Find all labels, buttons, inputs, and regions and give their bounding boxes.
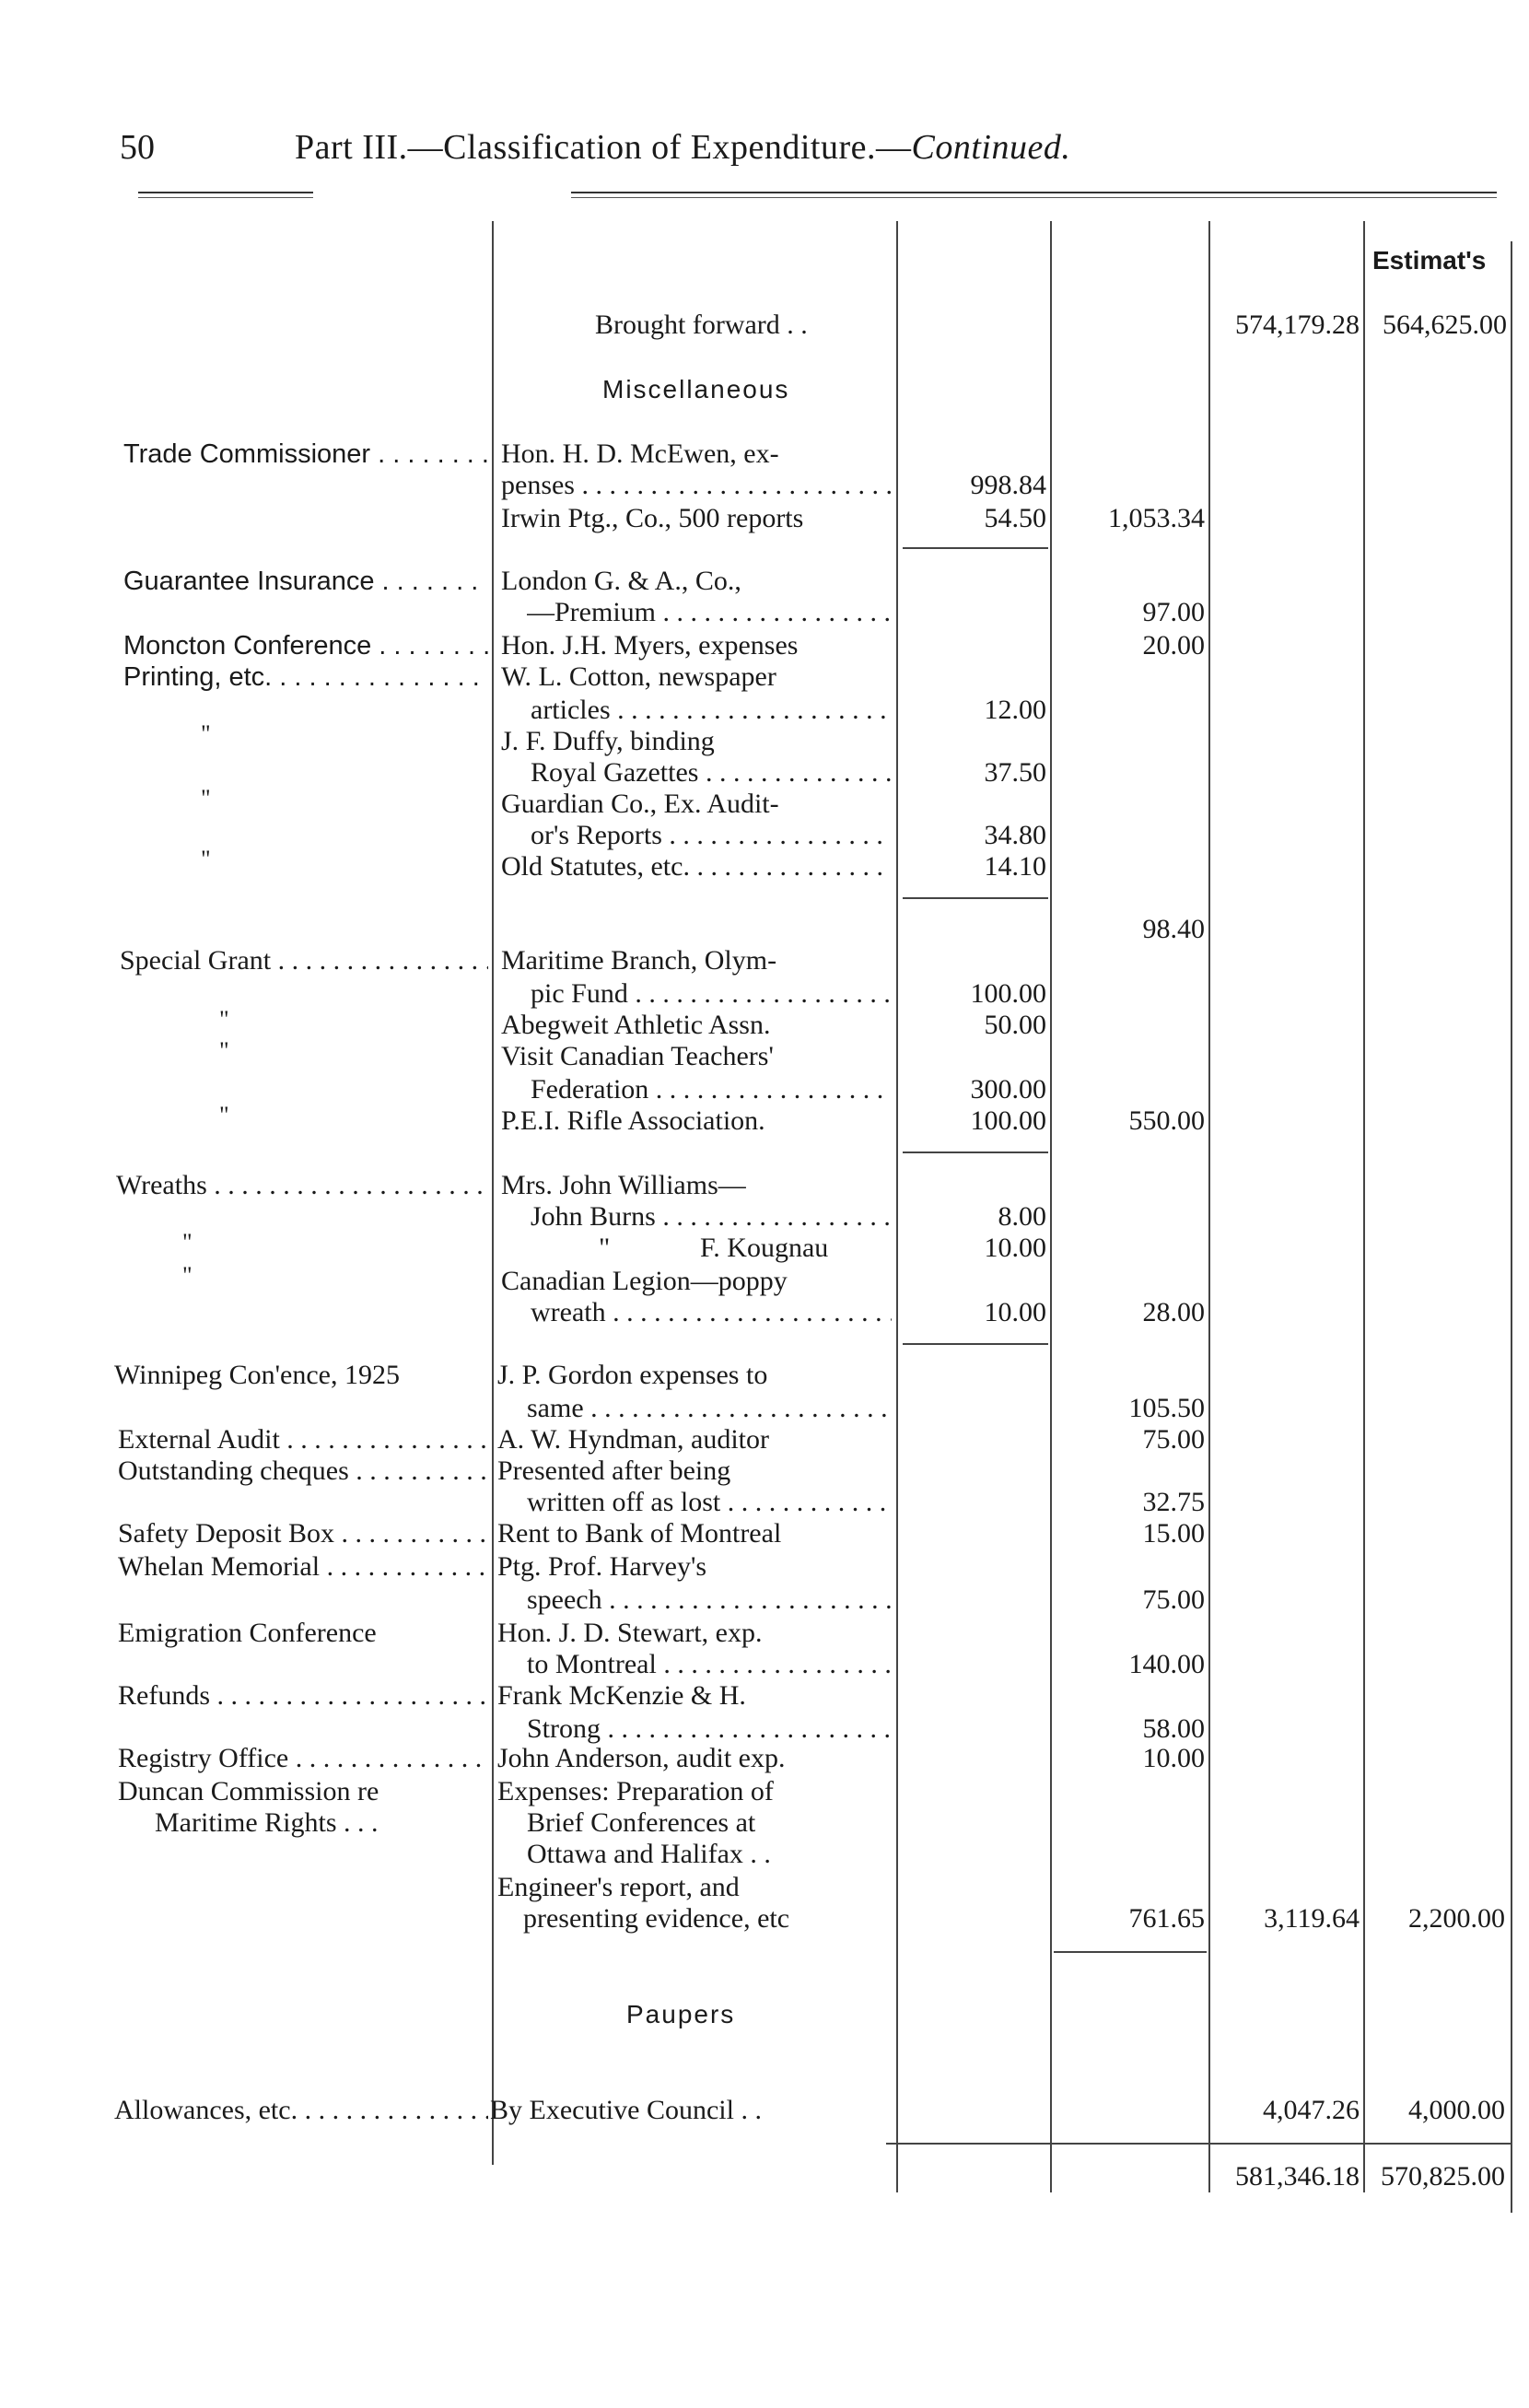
item-description: Hon. H. D. McEwen, ex-	[501, 438, 779, 469]
item-amount: 54.50	[984, 503, 1046, 533]
ditto-mark: "	[599, 1233, 611, 1263]
subtotal-amount: 105.50	[1128, 1393, 1205, 1423]
item-description: Rent to Bank of Montreal	[497, 1518, 782, 1549]
category-winnipeg-conference: Winnipeg Con'ence, 1925	[114, 1360, 400, 1390]
item-description: By Executive Council . .	[490, 2095, 762, 2125]
subtotal-amount: 98.40	[1142, 914, 1205, 944]
paupers-total: 4,047.26	[1263, 2095, 1360, 2125]
category-outstanding-cheques: Outstanding cheques . . .	[118, 1455, 488, 1487]
item-description: pic Fund . . .	[531, 978, 892, 1010]
subtotal-amount: 10.00	[1142, 1743, 1205, 1773]
item-description: to Montreal . . .	[527, 1649, 892, 1680]
column-divider-items	[1050, 221, 1052, 2192]
miscellaneous-total: 3,119.64	[1264, 1903, 1360, 1934]
sum-rule	[903, 1151, 1048, 1153]
item-description: F. Kougnau	[700, 1233, 829, 1263]
item-description: Presented after being	[497, 1455, 731, 1486]
category-external-audit: External Audit . . .	[118, 1424, 488, 1455]
page-title: Part III.—Classification of Expenditure.—Continued.	[295, 128, 1071, 167]
category-moncton-conference: Moncton Conference . . .	[123, 630, 488, 661]
item-amount: 34.80	[984, 820, 1046, 850]
item-description: Ptg. Prof. Harvey's	[497, 1551, 707, 1582]
item-description: W. L. Cotton, newspaper	[501, 661, 776, 692]
category-safety-deposit-box: Safety Deposit Box . . .	[118, 1518, 488, 1549]
column-divider-category	[492, 221, 494, 2165]
item-description: Royal Gazettes . . .	[531, 757, 892, 789]
sum-rule	[1054, 1951, 1207, 1953]
item-amount: 50.00	[984, 1010, 1046, 1040]
subtotal-amount: 20.00	[1142, 630, 1205, 660]
sum-rule	[903, 1343, 1048, 1345]
item-description: Federation . . .	[531, 1074, 892, 1105]
item-amount: 14.10	[984, 851, 1046, 882]
item-description: presenting evidence, etc	[523, 1903, 790, 1934]
item-description: speech . . .	[527, 1584, 892, 1616]
item-amount: 10.00	[984, 1233, 1046, 1263]
header-rule-left	[138, 192, 313, 193]
sum-rule	[903, 547, 1048, 549]
ditto-mark: "	[182, 1229, 193, 1256]
item-description: John Anderson, audit exp.	[497, 1743, 786, 1773]
category-emigration-conference: Emigration Conference	[118, 1618, 377, 1648]
category-wreaths: Wreaths . . .	[116, 1170, 488, 1201]
category-allowances: Allowances, etc. . . .	[114, 2095, 488, 2126]
item-description: Hon. J. D. Stewart, exp.	[497, 1618, 763, 1648]
subtotal-amount: 550.00	[1128, 1105, 1205, 1136]
item-description: J. F. Duffy, binding	[501, 726, 715, 756]
brought-forward-label: Brought forward . .	[595, 310, 808, 340]
item-description: or's Reports . . .	[531, 820, 892, 851]
category-duncan-commission: Duncan Commission re	[118, 1776, 379, 1806]
category-trade-commissioner: Trade Commissioner . . .	[123, 438, 488, 470]
item-amount: 37.50	[984, 757, 1046, 788]
category-registry-office: Registry Office . . .	[118, 1743, 488, 1774]
item-description: Irwin Ptg., Co., 500 reports	[501, 503, 804, 533]
subtotal-amount: 97.00	[1142, 597, 1205, 627]
item-description: Guardian Co., Ex. Audit-	[501, 789, 779, 819]
item-description: J. P. Gordon expenses to	[497, 1360, 768, 1390]
item-description: Visit Canadian Teachers'	[501, 1041, 774, 1071]
item-description: Strong . . .	[527, 1713, 892, 1745]
page-number: 50	[120, 128, 155, 167]
item-description: Canadian Legion—poppy	[501, 1266, 788, 1296]
item-amount: 12.00	[984, 695, 1046, 725]
item-amount: 300.00	[970, 1074, 1046, 1105]
header-rule-right	[571, 192, 1497, 193]
item-description: Maritime Branch, Olym-	[501, 945, 777, 976]
item-description: A. W. Hyndman, auditor	[497, 1424, 769, 1455]
grand-total-estimate: 570,825.00	[1381, 2161, 1505, 2192]
item-description: Hon. J.H. Myers, expenses	[501, 630, 799, 660]
item-description: Expenses: Preparation of	[497, 1776, 774, 1806]
ditto-mark: "	[201, 785, 211, 812]
item-description: articles . . .	[531, 695, 892, 726]
ditto-mark: "	[201, 846, 211, 872]
page-header	[120, 127, 1071, 168]
item-description: penses . . .	[501, 470, 892, 501]
column-divider-estimates	[1511, 241, 1512, 2213]
item-description: wreath . . .	[531, 1297, 892, 1328]
ditto-mark: "	[201, 720, 211, 747]
item-description: Engineer's report, and	[497, 1872, 740, 1902]
brought-forward-total: 574,179.28	[1235, 310, 1360, 340]
item-description: Frank McKenzie & H.	[497, 1680, 746, 1711]
item-amount: 10.00	[984, 1297, 1046, 1327]
item-description: Abegweit Athletic Assn.	[501, 1010, 771, 1040]
item-amount: 8.00	[998, 1201, 1046, 1232]
item-description: same . . .	[527, 1393, 892, 1424]
ditto-mark: "	[219, 1037, 229, 1064]
subtotal-amount: 75.00	[1142, 1584, 1205, 1615]
category-whelan-memorial: Whelan Memorial . . .	[118, 1551, 488, 1583]
category-special-grant: Special Grant . . .	[120, 945, 488, 976]
estimates-column-header: Estimat's	[1372, 246, 1487, 275]
item-amount: 100.00	[970, 978, 1046, 1009]
item-description: —Premium . . .	[527, 597, 892, 628]
item-description: P.E.I. Rifle Association.	[501, 1105, 765, 1136]
ditto-mark: "	[219, 1102, 229, 1128]
subtotal-amount: 32.75	[1142, 1487, 1205, 1517]
subtotal-amount: 140.00	[1128, 1649, 1205, 1679]
column-divider-totals	[1363, 221, 1365, 2192]
item-description: Ottawa and Halifax . .	[527, 1839, 771, 1869]
header-rule-left-2	[138, 197, 313, 198]
sum-rule	[903, 897, 1048, 899]
category-refunds: Refunds . . .	[118, 1680, 488, 1712]
subtotal-amount: 15.00	[1142, 1518, 1205, 1549]
item-description: Brief Conferences at	[527, 1807, 756, 1838]
subtotal-amount: 28.00	[1142, 1297, 1205, 1327]
grand-total-rule	[886, 2143, 1512, 2145]
subtotal-amount: 761.65	[1128, 1903, 1205, 1934]
section-heading-paupers: Paupers	[626, 2000, 736, 2028]
ditto-mark: "	[182, 1262, 193, 1289]
page-title-continued: Continued.	[911, 128, 1071, 167]
item-description: John Burns . . .	[531, 1201, 892, 1233]
category-guarantee-insurance: Guarantee Insurance . . .	[123, 566, 488, 597]
paupers-estimate: 4,000.00	[1408, 2095, 1505, 2125]
column-divider-subtotals	[1208, 221, 1210, 2192]
ditto-mark: "	[219, 1006, 229, 1033]
miscellaneous-estimate: 2,200.00	[1408, 1903, 1505, 1934]
grand-total: 581,346.18	[1235, 2161, 1360, 2192]
subtotal-amount: 75.00	[1142, 1424, 1205, 1455]
category-duncan-commission-cont: Maritime Rights . . .	[155, 1807, 379, 1838]
category-printing: Printing, etc. . . .	[123, 661, 488, 693]
brought-forward-estimates: 564,625.00	[1383, 310, 1507, 340]
section-heading-miscellaneous: Miscellaneous	[602, 375, 790, 403]
subtotal-amount: 1,053.34	[1108, 503, 1205, 533]
item-description: Mrs. John Williams—	[501, 1170, 746, 1200]
item-description: written off as lost . . .	[527, 1487, 892, 1518]
item-amount: 998.84	[970, 470, 1046, 500]
column-divider-description	[896, 221, 898, 2192]
header-rule-right-2	[571, 197, 1497, 198]
item-amount: 100.00	[970, 1105, 1046, 1136]
item-description: London G. & A., Co.,	[501, 566, 741, 596]
subtotal-amount: 58.00	[1142, 1713, 1205, 1744]
item-description: Old Statutes, etc. . . .	[501, 851, 892, 883]
